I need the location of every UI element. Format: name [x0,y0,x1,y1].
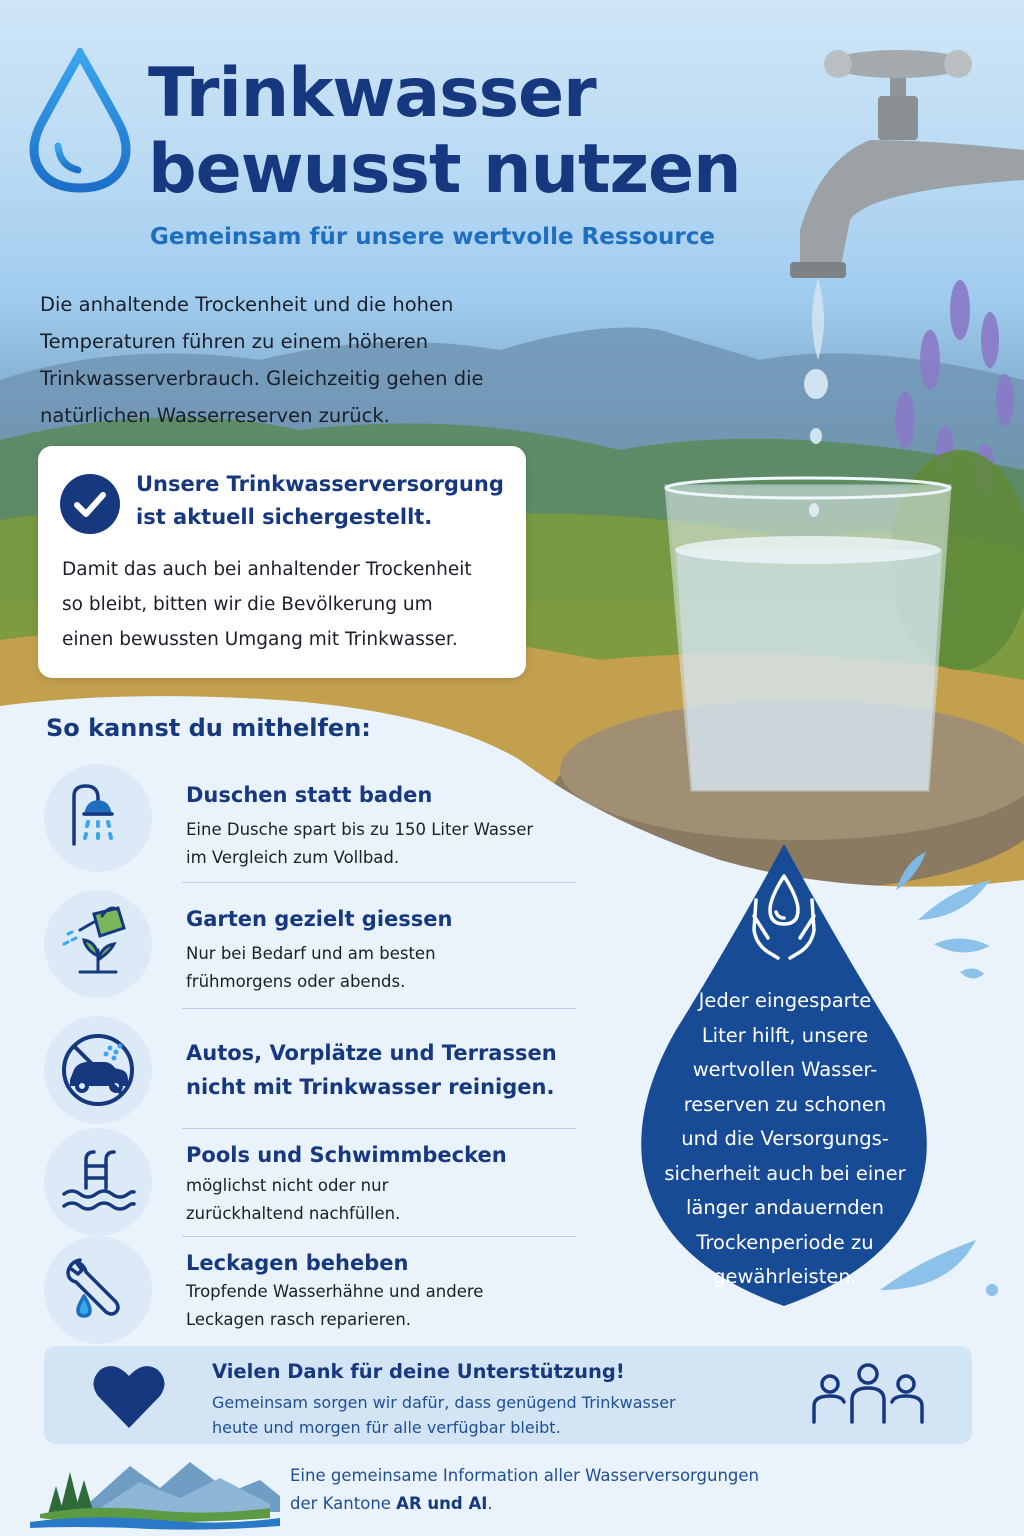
tip-title-line: Leckagen beheben [186,1251,409,1275]
tip-description-line: frühmorgens oder abends. [186,972,406,991]
footer-line-2 [290,1490,850,1518]
thanks-banner [44,1346,972,1444]
drop-message-line: Trockenperiode zu [696,1230,874,1254]
tip-description-line: Leckagen rasch reparieren. [186,1310,412,1329]
tip-item-garden [40,890,576,1008]
intro-line: natürlichen Wasserreserven zurück. [40,404,390,427]
help-section-heading: So kannst du mithelfen: [46,714,371,742]
watering-can-icon [58,904,138,984]
shower-icon [58,778,138,858]
tip-title-line: Autos, Vorplätze und Terrassen [186,1041,557,1065]
people-icon [808,1360,928,1432]
title-line-1: Trinkwasser [148,54,596,133]
tip-item-pool [40,1128,576,1236]
page-title [148,56,788,208]
footer-line-1: Eine gemeinsame Information aller Wasserversorgungen [290,1466,760,1485]
drop-message-line: wertvollen Wasser- [692,1058,878,1081]
drop-message-line: und die Versorgungs- [681,1127,889,1150]
tip-description [186,940,586,996]
thanks-heading: Vielen Dank für deine Unterstützung! [212,1360,625,1383]
drop-message-line: reserven zu schonen [683,1092,887,1116]
status-heading-line: Unsere Trinkwasserversorgung [136,472,504,496]
tip-icon-circle [44,764,152,872]
tip-description [186,1278,586,1334]
drop-message-text [654,984,916,1295]
status-body-line: einen bewussten Umgang mit Trinkwasser. [62,629,458,650]
tip-icon-circle [44,890,152,998]
supply-status-card [38,446,526,678]
status-heading-line: ist aktuell sichergestellt. [136,505,433,529]
tip-item-leaks [40,1236,576,1340]
tip-description-line: zurückhaltend nachfüllen. [186,1204,401,1223]
heart-icon [92,1364,166,1430]
tip-icon-circle [44,1128,152,1236]
footer-cantons: AR und AI [396,1494,488,1513]
tip-title-line: nicht mit Trinkwasser reinigen. [186,1075,555,1099]
status-body-line: Damit das auch bei anhaltender Trockenheit [62,559,472,580]
tip-description-line: Eine Dusche spart bis zu 150 Liter Wasser [186,820,534,839]
status-heading [136,468,516,534]
tip-title-line: Pools und Schwimmbecken [186,1143,507,1167]
wrench-drop-icon [58,1250,138,1330]
tip-title-line: Duschen statt baden [186,783,433,807]
tip-description-line: möglichst nicht oder nur [186,1176,389,1195]
intro-line: Temperaturen führen zu einem höheren [40,330,429,353]
drop-message-line: sicherheit auch bei einer [664,1161,906,1185]
footer-credit [290,1462,850,1518]
tip-title [186,902,586,936]
status-body-line: so bleibt, bitten wir die Bevölkerung um [62,594,433,615]
footer-landscape-icon [30,1452,280,1530]
no-car-wash-icon [58,1030,138,1110]
check-circle-icon [60,474,120,534]
tip-description [186,816,586,872]
drop-message-line: gewährleisten. [713,1265,857,1288]
tip-title [186,1138,586,1172]
footer-line-2-suffix: . [487,1494,493,1513]
divider [182,882,576,883]
pool-icon [58,1142,138,1222]
tip-title [186,1246,586,1280]
tip-item-shower [40,764,576,882]
intro-line: Die anhaltende Trockenheit und die hohen [40,293,454,316]
drop-message-line: Liter hilft, unsere [701,1023,869,1047]
title-line-2: bewusst nutzen [148,130,741,209]
tip-description-line: im Vergleich zum Vollbad. [186,848,400,867]
thanks-body [212,1390,772,1440]
tip-icon-circle [44,1236,152,1344]
tip-item-no-car-wash [40,1016,576,1128]
water-drop-logo-icon [28,48,132,194]
tip-description [186,1172,586,1228]
thanks-body-line: Gemeinsam sorgen wir dafür, dass genügend Trinkwasser [212,1393,676,1412]
tip-description-line: Nur bei Bedarf und am besten [186,944,436,963]
thanks-body-line: heute und morgen für alle verfügbar bleibt. [212,1418,561,1437]
tip-title [186,778,586,812]
intro-paragraph [40,286,580,434]
status-body [62,552,518,657]
divider [182,1008,576,1009]
intro-line: Trinkwasserverbrauch. Gleichzeitig gehen die [40,367,484,390]
drop-message-line: Jeder eingesparte [698,989,872,1012]
page-subtitle: Gemeinsam für unsere wertvolle Ressource [150,224,715,250]
tip-icon-circle [44,1016,152,1124]
tip-title-line: Garten gezielt giessen [186,907,453,931]
footer-line-2-prefix: der Kantone [290,1494,397,1513]
tip-title [186,1036,586,1104]
tip-description-line: Tropfende Wasserhähne und andere [186,1282,484,1301]
drop-message-line: länger andauernden [685,1196,885,1219]
